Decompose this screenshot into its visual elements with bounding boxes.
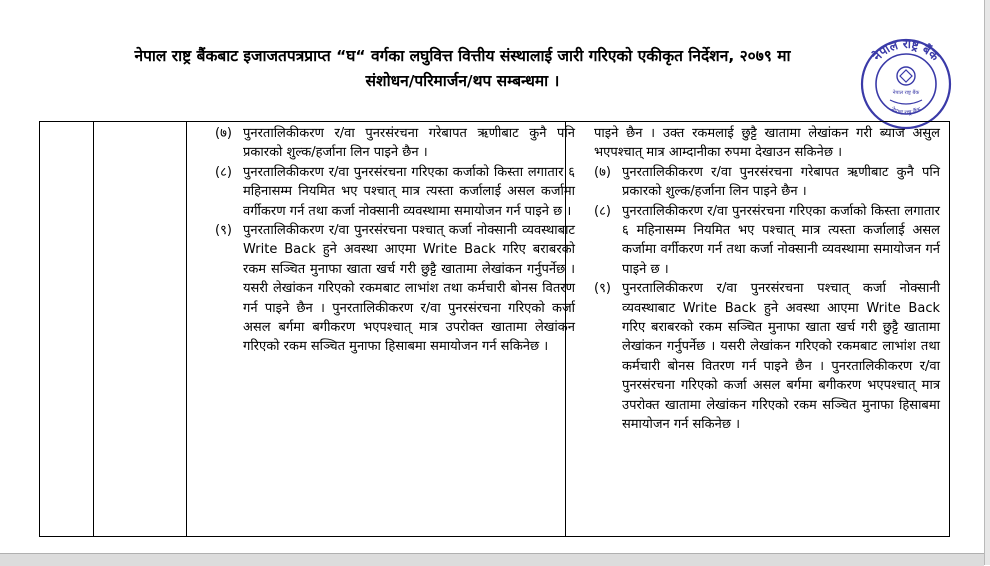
list-item	[215, 163, 575, 221]
item-number: (७)	[594, 164, 611, 180]
table-divider-1	[93, 122, 94, 536]
item-text: पुनरतालिकीकरण र/वा पुनरसंरचना पश्चात् कर्जा नोक्सानी व्यवस्थाबाट Write Back हुने अवस्था आएमा Write Back गरिए बराबरको रकम सञ्चित मुनाफा खाता खर्च गरी छुट्टै खातामा लेखांकन गर्नुपर्नेछ । यसरी लेखांकन गरिएको रकमबाट लाभांश तथा कर्मचारी बोनस वितरण गर्न पाइने छैन । पुनरतालिकीकरण र/वा पुनरसंरचना गरिएको कर्जा असल बर्गमा बगीकरण भएपश्चात् मात्र उपरोक्त खातामा लेखांकन गरिएको रकम सञ्चित मुनाफा हिसाबमा समायोजन गर्न सकिनेछ ।	[243, 223, 575, 355]
list-item	[594, 202, 940, 280]
document-heading	[70, 44, 855, 94]
item-number: (९)	[594, 281, 611, 297]
item-text: पुनरतालिकीकरण र/वा पुनरसंरचना गरिएका कर्जाको किस्ता लगातार ६ महिनासम्म नियमित भए पश्चात् मात्र त्यस्ता कर्जालाई असल कर्जामा वर्गीकरण गर्न तथा कर्जा नोक्सानी व्यवस्थामा समायोजन गर्न पाइने छ ।	[243, 164, 575, 219]
table-border-right	[949, 122, 950, 536]
list-item	[215, 221, 575, 357]
existing-provision-column	[215, 124, 575, 357]
list-item	[594, 163, 940, 202]
item-text: पुनरतालिकीकरण र/वा पुनरसंरचना पश्चात् कर्जा नोक्सानी व्यवस्थाबाट Write Back हुने अवस्था आएमा Write Back गरिए बराबरको रकम सञ्चित मुनाफा खाता खर्च गरी छुट्टै खातामा लेखांकन गर्नुपर्नेछ । यसरी लेखांकन गरिएको रकमबाट लाभांश तथा कर्मचारी बोनस वितरण गर्न पाइने छैन । पुनरतालिकीकरण र/वा पुनरसंरचना गरिएको कर्जा असल बर्गमा बगीकरण भएपश्चात् मात्र उपरोक्त खातामा लेखांकन गरिएको रकम सञ्चित मुनाफा हिसाबमा समायोजन गर्न सकिनेछ ।	[622, 281, 940, 433]
table-divider-2	[186, 122, 187, 536]
nepal-rastra-bank-seal-icon	[856, 32, 956, 132]
item-number: (९)	[215, 223, 232, 239]
item-text: पुनरतालिकीकरण र/वा पुनरसंरचना गरेबापत ऋणीबाट कुनै पनि प्रकारको शुल्क/हर्जाना लिन पाइने छैन ।	[622, 164, 940, 200]
seal-top-text: नेपाल राष्ट्र बैंक	[869, 36, 942, 64]
heading-line-2: संशोधन/परिमार्जन/थप सम्बन्धमा ।	[365, 72, 560, 90]
seal-inner-text: नेपाल राष्ट्र बैंक	[892, 90, 920, 96]
item-text: पुनरतालिकीकरण र/वा पुनरसंरचना गरेबापत ऋणीबाट कुनै पनि प्रकारको शुल्क/हर्जाना लिन पाइने छैन ।	[243, 126, 575, 161]
amended-provision-column	[594, 124, 940, 435]
table-border-left	[39, 122, 40, 536]
svg-text:नेपाल राष्ट्र बैंक	[869, 37, 942, 64]
window-status-strip	[0, 553, 984, 566]
item-number: (८)	[594, 203, 611, 219]
continued-paragraph: पाइने छैन । उक्त रकमलाई छुट्टै खातामा लेखांकन गरी ब्याज असुल भएपश्चात् मात्र आम्दानीका रुपमा देखाउन सकिनेछ ।	[594, 126, 940, 161]
svg-text:नेपाल राष्ट्र बैंक	[890, 105, 923, 116]
heading-line-1: नेपाल राष्ट्र बैंकबाट इजाजतपत्रप्राप्त “घ“ वर्गका लघुवित्त वित्तीय संस्थालाई जारी गरिएको एकीकृत निर्देशन, २०७९ मा	[134, 47, 791, 65]
seal-bottom-text: नेपाल राष्ट्र बैंक	[889, 106, 923, 117]
item-number: (७)	[215, 126, 232, 141]
list-item	[215, 124, 575, 163]
item-number: (८)	[215, 164, 232, 180]
amendment-table	[39, 121, 950, 537]
item-text: पुनरतालिकीकरण र/वा पुनरसंरचना गरिएका कर्जाको किस्ता लगातार ६ महिनासम्म नियमित भए पश्चात् मात्र त्यस्ता कर्जालाई असल कर्जामा वर्गीकरण गर्न तथा कर्जा नोक्सानी व्यवस्थामा समायोजन गर्न पाइने छ ।	[622, 203, 940, 277]
window-scrollbar[interactable]	[984, 0, 990, 565]
list-item	[594, 279, 940, 434]
